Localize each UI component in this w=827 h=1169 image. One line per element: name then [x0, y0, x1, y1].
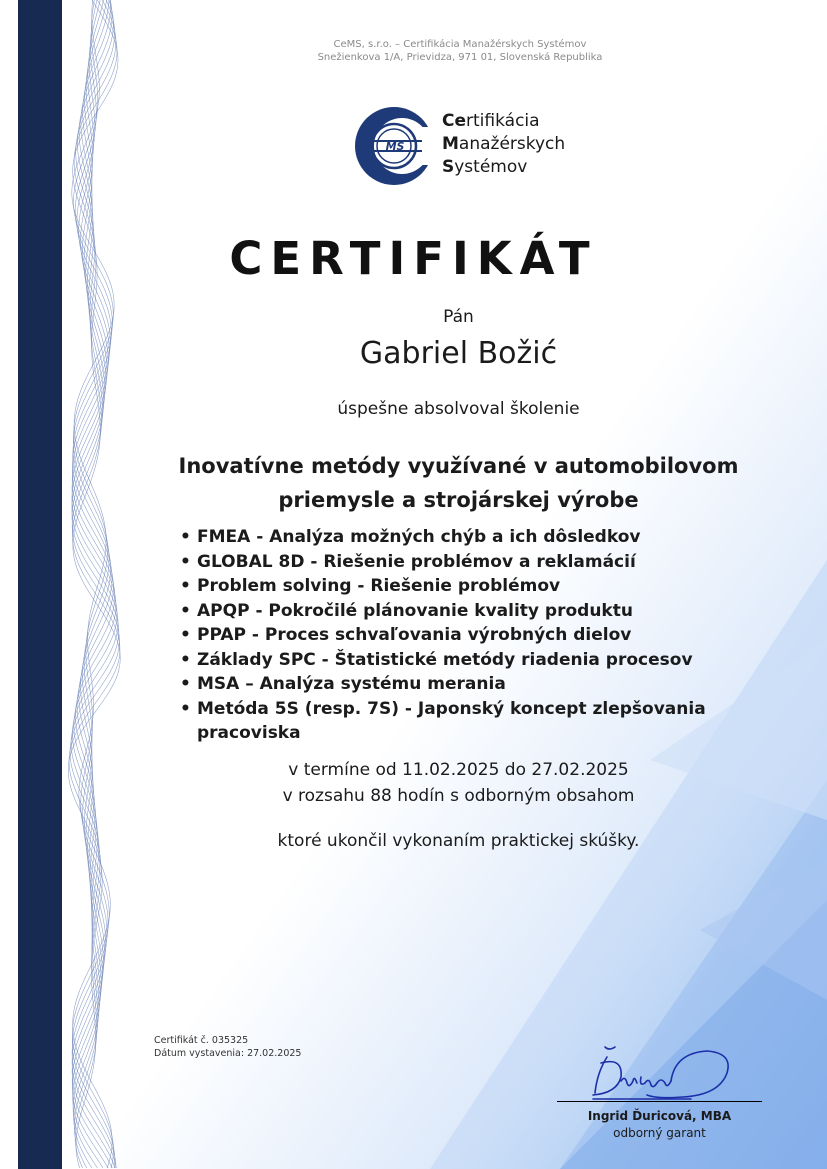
completion-phrase: úspešne absolvoval školenie: [337, 399, 580, 419]
topic-item: • FMEA - Analýza možných chýb a ich dôsledkov: [178, 525, 778, 550]
exam-statement: ktoré ukončil vykonaním praktickej skúšky.: [277, 831, 640, 851]
issuer-header: [230, 38, 690, 64]
logo-word3-rest: ystémov: [454, 157, 528, 177]
training-period: [60, 757, 827, 809]
issuer-line-2: Snežienkova 1/A, Prievidza, 971 01, Slovenská Republika: [317, 52, 603, 63]
topic-item: • PPAP - Proces schvaľovania výrobných dielov: [178, 623, 778, 648]
logo-word3-initial: S: [442, 157, 455, 177]
topic-item: • Metóda 5S (resp. 7S) - Japonský koncept zlepšovania pracoviska: [178, 697, 778, 746]
signature-line: [557, 1101, 762, 1102]
guilloche-band: [62, 0, 122, 1169]
course-title: [60, 449, 827, 517]
signature-image: [587, 1043, 737, 1105]
period-dates: v termíne od 11.02.2025 do 27.02.2025: [288, 760, 629, 780]
logo-word2-initial: M: [442, 134, 459, 154]
signer-name: Ingrid Ďuricová, MBA: [587, 1109, 732, 1123]
logo-word1-initial: Ce: [442, 111, 467, 131]
salutation: Pán: [443, 307, 474, 327]
course-title-line-2: priemysle a strojárskej výrobe: [278, 488, 639, 512]
left-navy-strip: [18, 0, 62, 1169]
issuer-line-1: CeMS, s.r.o. – Certifikácia Manažérskych Systémov: [333, 39, 587, 50]
topic-item: • Problem solving - Riešenie problémov: [178, 574, 778, 599]
topic-item: • MSA – Analýza systému merania: [178, 672, 778, 697]
logo-word2-rest: anažérskych: [458, 134, 566, 154]
recipient-name: Gabriel Božić: [359, 336, 558, 371]
signer-role: odborný garant: [613, 1126, 706, 1140]
logo-emblem-text: MS: [385, 140, 405, 153]
training-scope: v rozsahu 88 hodín s odborným obsahom: [282, 786, 635, 806]
certificate-meta: [154, 1034, 301, 1060]
topic-item: • GLOBAL 8D - Riešenie problémov a reklamácií: [178, 550, 778, 575]
certificate-number: Certifikát č. 035325: [154, 1035, 249, 1046]
certificate-title: CERTIFIKÁT: [229, 232, 598, 285]
issue-date: Dátum vystavenia: 27.02.2025: [154, 1048, 302, 1059]
signer-block: [557, 1108, 762, 1142]
topic-list: [178, 525, 778, 746]
logo-wordmark: [442, 110, 565, 179]
logo-word1-rest: rtifikácia: [466, 111, 540, 131]
topic-item: • Základy SPC - Štatistické metódy riadenia procesov: [178, 648, 778, 673]
topic-item: • APQP - Pokročilé plánovanie kvality produktu: [178, 599, 778, 624]
course-title-line-1: Inovatívne metódy využívané v automobilovom: [178, 454, 739, 478]
cems-logo-icon: [352, 104, 444, 188]
